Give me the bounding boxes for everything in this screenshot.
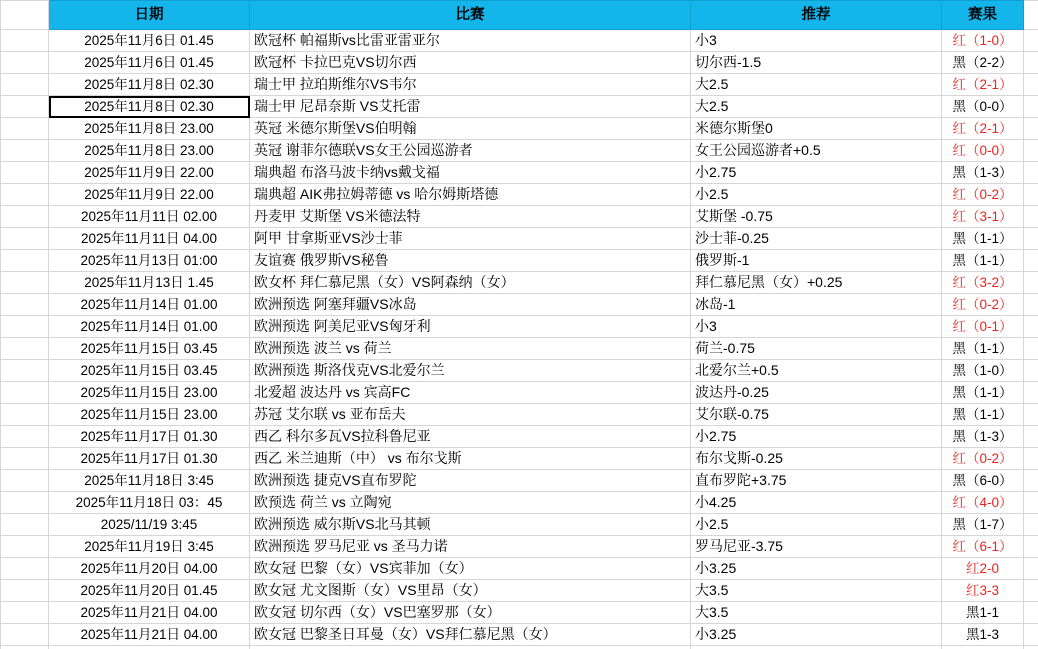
table-row[interactable] <box>1 602 1038 624</box>
cell-recommendation[interactable]: 小3.25 <box>691 558 942 580</box>
row-trailing-cell <box>1024 426 1038 448</box>
row-trailing-cell <box>1024 162 1038 184</box>
row-gutter-cell <box>1 52 49 74</box>
row-trailing-cell <box>1024 514 1038 536</box>
cell-date[interactable]: 2025年11月6日 01.45 <box>49 52 250 74</box>
row-trailing-cell <box>1024 118 1038 140</box>
cell-result[interactable]: 黑（1-1） <box>942 250 1024 272</box>
row-trailing-cell <box>1024 74 1038 96</box>
empty-cell[interactable] <box>1 646 49 649</box>
cell-recommendation[interactable]: 大2.5 <box>691 96 942 118</box>
cell-match[interactable]: 欧洲预选 波兰 vs 荷兰 <box>250 338 691 360</box>
table-row[interactable] <box>1 140 1038 162</box>
cell-match[interactable]: 欧女杯 拜仁慕尼黑（女）VS阿森纳（女） <box>250 272 691 294</box>
row-gutter-cell <box>1 492 49 514</box>
cell-date[interactable]: 2025年11月17日 01.30 <box>49 448 250 470</box>
cell-date[interactable]: 2025年11月9日 22.00 <box>49 184 250 206</box>
table-row[interactable] <box>1 316 1038 338</box>
cell-match[interactable]: 欧女冠 尤文图斯（女）VS里昂（女） <box>250 580 691 602</box>
row-trailing-cell <box>1024 294 1038 316</box>
row-trailing-cell <box>1024 448 1038 470</box>
row-gutter-cell <box>1 338 49 360</box>
cell-recommendation[interactable]: 布尔戈斯-0.25 <box>691 448 942 470</box>
row-trailing-cell <box>1024 96 1038 118</box>
cell-match[interactable]: 欧洲预选 阿塞拜疆VS冰岛 <box>250 294 691 316</box>
cell-recommendation[interactable]: 小2.5 <box>691 184 942 206</box>
cell-recommendation[interactable]: 女王公园巡游者+0.5 <box>691 140 942 162</box>
cell-recommendation[interactable]: 荷兰-0.75 <box>691 338 942 360</box>
row-trailing-cell <box>1024 338 1038 360</box>
cell-date[interactable]: 2025年11月11日 02.00 <box>49 206 250 228</box>
cell-date[interactable]: 2025年11月18日 3:45 <box>49 470 250 492</box>
cell-date[interactable]: 2025年11月15日 03.45 <box>49 360 250 382</box>
header-recommend[interactable]: 推荐 <box>691 1 942 30</box>
cell-result[interactable]: 红（0-1） <box>942 316 1024 338</box>
cell-recommendation[interactable]: 切尔西-1.5 <box>691 52 942 74</box>
row-gutter-cell <box>1 184 49 206</box>
cell-date[interactable]: 2025年11月21日 04.00 <box>49 602 250 624</box>
row-gutter-cell <box>1 558 49 580</box>
table-row[interactable] <box>1 536 1038 558</box>
cell-match[interactable]: 瑞典超 AIK弗拉姆蒂德 vs 哈尔姆斯塔德 <box>250 184 691 206</box>
cell-date[interactable]: 2025年11月17日 01.30 <box>49 426 250 448</box>
cell-date[interactable]: 2025年11月15日 23.00 <box>49 404 250 426</box>
row-trailing-cell <box>1024 382 1038 404</box>
cell-result[interactable]: 红（3-2） <box>942 272 1024 294</box>
cell-result[interactable]: 黑（1-1） <box>942 382 1024 404</box>
row-gutter-cell <box>1 250 49 272</box>
cell-match[interactable]: 瑞士甲 拉珀斯维尔VS韦尔 <box>250 74 691 96</box>
cell-match[interactable]: 欧女冠 巴黎（女）VS宾菲加（女） <box>250 558 691 580</box>
row-trailing-cell <box>1024 624 1038 646</box>
table-row[interactable] <box>1 162 1038 184</box>
empty-cell[interactable] <box>691 646 942 649</box>
table-row[interactable] <box>1 624 1038 646</box>
table-row[interactable] <box>1 404 1038 426</box>
cell-recommendation[interactable]: 小3 <box>691 316 942 338</box>
cell-recommendation[interactable]: 波达丹-0.25 <box>691 382 942 404</box>
row-trailing-cell <box>1024 250 1038 272</box>
table-row[interactable] <box>1 294 1038 316</box>
row-trailing-cell <box>1024 558 1038 580</box>
cell-date[interactable]: 2025年11月19日 3:45 <box>49 536 250 558</box>
row-gutter-cell <box>1 272 49 294</box>
row-trailing-cell <box>1024 470 1038 492</box>
row-trailing-cell <box>1024 580 1038 602</box>
row-trailing-cell <box>1024 316 1038 338</box>
cell-match[interactable]: 北爱超 波达丹 vs 宾高FC <box>250 382 691 404</box>
table-row[interactable] <box>1 580 1038 602</box>
table-row[interactable] <box>1 514 1038 536</box>
table-row[interactable] <box>1 118 1038 140</box>
row-gutter-cell <box>1 294 49 316</box>
table-row[interactable] <box>1 492 1038 514</box>
cell-recommendation[interactable]: 沙士菲-0.25 <box>691 228 942 250</box>
cell-match[interactable]: 欧预选 荷兰 vs 立陶宛 <box>250 492 691 514</box>
header-blank-cell-right <box>1024 1 1038 30</box>
cell-match[interactable]: 欧洲预选 阿美尼亚VS匈牙利 <box>250 316 691 338</box>
cell-result[interactable]: 黑（6-0） <box>942 470 1024 492</box>
row-gutter-cell <box>1 96 49 118</box>
cell-match[interactable]: 欧女冠 切尔西（女）VS巴塞罗那（女） <box>250 602 691 624</box>
row-gutter-cell <box>1 536 49 558</box>
cell-match[interactable]: 西乙 科尔多瓦VS拉科鲁尼亚 <box>250 426 691 448</box>
cell-date[interactable]: 2025年11月11日 04.00 <box>49 228 250 250</box>
cell-recommendation[interactable]: 罗马尼亚-3.75 <box>691 536 942 558</box>
cell-match[interactable]: 欧洲预选 罗马尼亚 vs 圣马力诺 <box>250 536 691 558</box>
row-gutter-cell <box>1 140 49 162</box>
cell-match[interactable]: 西乙 米兰迪斯（中） vs 布尔戈斯 <box>250 448 691 470</box>
table-row[interactable] <box>1 360 1038 382</box>
cell-result[interactable]: 红（2-1） <box>942 74 1024 96</box>
table-row[interactable] <box>1 30 1038 52</box>
cell-date[interactable]: 2025年11月14日 01.00 <box>49 316 250 338</box>
cell-date[interactable]: 2025年11月8日 23.00 <box>49 140 250 162</box>
cell-match[interactable]: 瑞士甲 尼昂奈斯 VS艾托雷 <box>250 96 691 118</box>
cell-recommendation[interactable]: 俄罗斯-1 <box>691 250 942 272</box>
cell-result[interactable]: 黑（1-1） <box>942 404 1024 426</box>
cell-match[interactable]: 瑞典超 布洛马波卡纳vs戴戈福 <box>250 162 691 184</box>
row-gutter-cell <box>1 74 49 96</box>
cell-recommendation[interactable]: 艾尔联-0.75 <box>691 404 942 426</box>
cell-match[interactable]: 丹麦甲 艾斯堡 VS米德法特 <box>250 206 691 228</box>
row-gutter-cell <box>1 162 49 184</box>
row-gutter-cell <box>1 580 49 602</box>
cell-result[interactable]: 黑（1-0） <box>942 360 1024 382</box>
header-blank-cell <box>1 1 49 30</box>
cell-result[interactable]: 红（1-0） <box>942 30 1024 52</box>
table-row[interactable] <box>1 426 1038 448</box>
row-gutter-cell <box>1 426 49 448</box>
cell-result[interactable]: 黑1-1 <box>942 602 1024 624</box>
cell-match[interactable]: 欧洲预选 捷克VS直布罗陀 <box>250 470 691 492</box>
empty-cell[interactable] <box>942 646 1024 649</box>
row-gutter-cell <box>1 470 49 492</box>
cell-recommendation[interactable]: 大3.5 <box>691 602 942 624</box>
cell-result[interactable]: 黑（1-7） <box>942 514 1024 536</box>
row-trailing-cell <box>1024 52 1038 74</box>
row-trailing-cell <box>1024 360 1038 382</box>
cell-result[interactable]: 红（0-0） <box>942 140 1024 162</box>
cell-result[interactable]: 黑（1-3） <box>942 426 1024 448</box>
table-row[interactable] <box>1 250 1038 272</box>
cell-recommendation[interactable]: 米德尔斯堡0 <box>691 118 942 140</box>
row-trailing-cell <box>1024 140 1038 162</box>
cell-date[interactable]: 2025年11月15日 23.00 <box>49 382 250 404</box>
table-row[interactable] <box>1 470 1038 492</box>
cell-recommendation[interactable]: 小2.5 <box>691 514 942 536</box>
cell-result[interactable]: 黑（0-0） <box>942 96 1024 118</box>
row-trailing-cell <box>1024 536 1038 558</box>
cell-date[interactable]: 2025年11月13日 1.45 <box>49 272 250 294</box>
table-row[interactable] <box>1 206 1038 228</box>
cell-recommendation[interactable]: 艾斯堡 -0.75 <box>691 206 942 228</box>
cell-date[interactable]: 2025年11月9日 22.00 <box>49 162 250 184</box>
header-result[interactable]: 赛果 <box>942 1 1024 30</box>
row-trailing-cell <box>1024 272 1038 294</box>
row-trailing-cell <box>1024 228 1038 250</box>
table-row[interactable] <box>1 558 1038 580</box>
cell-match[interactable]: 欧冠杯 帕福斯vs比雷亚雷亚尔 <box>250 30 691 52</box>
cell-date[interactable]: 2025年11月14日 01.00 <box>49 294 250 316</box>
row-gutter-cell <box>1 514 49 536</box>
cell-date[interactable]: 2025年11月20日 04.00 <box>49 558 250 580</box>
cell-result[interactable]: 红（0-2） <box>942 448 1024 470</box>
cell-date[interactable]: 2025年11月20日 01.45 <box>49 580 250 602</box>
cell-date[interactable]: 2025年11月15日 03.45 <box>49 338 250 360</box>
table-row-empty[interactable] <box>1 646 1038 649</box>
cell-result[interactable]: 红3-3 <box>942 580 1024 602</box>
row-trailing-cell <box>1024 30 1038 52</box>
table-row[interactable] <box>1 184 1038 206</box>
row-gutter-cell <box>1 360 49 382</box>
cell-date[interactable]: 2025年11月21日 04.00 <box>49 624 250 646</box>
cell-date[interactable]: 2025年11月8日 23.00 <box>49 118 250 140</box>
table-row[interactable] <box>1 272 1038 294</box>
row-gutter-cell <box>1 316 49 338</box>
table-row[interactable] <box>1 228 1038 250</box>
cell-result[interactable]: 红（3-1） <box>942 206 1024 228</box>
table-row[interactable] <box>1 52 1038 74</box>
cell-result[interactable]: 红（0-2） <box>942 294 1024 316</box>
cell-result[interactable]: 红（2-1） <box>942 118 1024 140</box>
cell-match[interactable]: 欧洲预选 威尔斯VS北马其顿 <box>250 514 691 536</box>
cell-result[interactable]: 黑（1-3） <box>942 162 1024 184</box>
cell-match[interactable]: 欧女冠 巴黎圣日耳曼（女）VS拜仁慕尼黑（女） <box>250 624 691 646</box>
row-trailing-cell <box>1024 602 1038 624</box>
table-row[interactable] <box>1 382 1038 404</box>
row-trailing-cell <box>1024 206 1038 228</box>
empty-cell[interactable] <box>250 646 691 649</box>
cell-recommendation[interactable]: 小2.75 <box>691 426 942 448</box>
table-row[interactable] <box>1 74 1038 96</box>
cell-recommendation[interactable]: 小4.25 <box>691 492 942 514</box>
table-row[interactable] <box>1 338 1038 360</box>
cell-recommendation[interactable]: 直布罗陀+3.75 <box>691 470 942 492</box>
cell-date[interactable]: 2025年11月8日 02.30 <box>49 74 250 96</box>
row-trailing-cell <box>1024 184 1038 206</box>
cell-result[interactable]: 红2-0 <box>942 558 1024 580</box>
cell-result[interactable]: 黑（1-1） <box>942 338 1024 360</box>
row-gutter-cell <box>1 382 49 404</box>
row-gutter-cell <box>1 118 49 140</box>
cell-result[interactable]: 红（0-2） <box>942 184 1024 206</box>
empty-cell[interactable] <box>1024 646 1038 649</box>
cell-match[interactable]: 阿甲 甘拿斯亚VS沙士菲 <box>250 228 691 250</box>
cell-date[interactable]: 2025年11月8日 02.30 <box>49 96 250 118</box>
row-gutter-cell <box>1 228 49 250</box>
cell-recommendation[interactable]: 拜仁慕尼黑（女）+0.25 <box>691 272 942 294</box>
cell-result[interactable]: 黑1-3 <box>942 624 1024 646</box>
row-gutter-cell <box>1 448 49 470</box>
cell-match[interactable]: 欧冠杯 卡拉巴克VS切尔西 <box>250 52 691 74</box>
empty-cell[interactable] <box>49 646 250 649</box>
cell-result[interactable]: 黑（2-2） <box>942 52 1024 74</box>
cell-result[interactable]: 红（6-1） <box>942 536 1024 558</box>
cell-date[interactable]: 2025/11/19 3:45 <box>49 514 250 536</box>
cell-result[interactable]: 红（4-0） <box>942 492 1024 514</box>
table-header-row <box>1 1 1038 30</box>
cell-recommendation[interactable]: 小2.75 <box>691 162 942 184</box>
cell-recommendation[interactable]: 冰岛-1 <box>691 294 942 316</box>
cell-recommendation[interactable]: 大2.5 <box>691 74 942 96</box>
cell-date[interactable]: 2025年11月18日 03：45 <box>49 492 250 514</box>
row-gutter-cell <box>1 206 49 228</box>
row-gutter-cell <box>1 30 49 52</box>
row-gutter-cell <box>1 624 49 646</box>
cell-match[interactable]: 英冠 米德尔斯堡VS伯明翰 <box>250 118 691 140</box>
table-row[interactable] <box>1 448 1038 470</box>
header-date[interactable]: 日期 <box>49 1 250 30</box>
cell-date[interactable]: 2025年11月6日 01.45 <box>49 30 250 52</box>
row-gutter-cell <box>1 404 49 426</box>
cell-recommendation[interactable]: 大3.5 <box>691 580 942 602</box>
cell-match[interactable]: 欧洲预选 斯洛伐克VS北爱尔兰 <box>250 360 691 382</box>
cell-match[interactable]: 英冠 谢菲尔德联VS女王公园巡游者 <box>250 140 691 162</box>
cell-recommendation[interactable]: 小3.25 <box>691 624 942 646</box>
cell-recommendation[interactable]: 北爱尔兰+0.5 <box>691 360 942 382</box>
header-match[interactable]: 比赛 <box>250 1 691 30</box>
cell-match[interactable]: 苏冠 艾尔联 vs 亚布岳夫 <box>250 404 691 426</box>
cell-recommendation[interactable]: 小3 <box>691 30 942 52</box>
table-row[interactable] <box>1 96 1038 118</box>
cell-result[interactable]: 黑（1-1） <box>942 228 1024 250</box>
row-trailing-cell <box>1024 492 1038 514</box>
row-gutter-cell <box>1 602 49 624</box>
cell-match[interactable]: 友谊赛 俄罗斯VS秘鲁 <box>250 250 691 272</box>
row-trailing-cell <box>1024 404 1038 426</box>
cell-date[interactable]: 2025年11月13日 01:00 <box>49 250 250 272</box>
